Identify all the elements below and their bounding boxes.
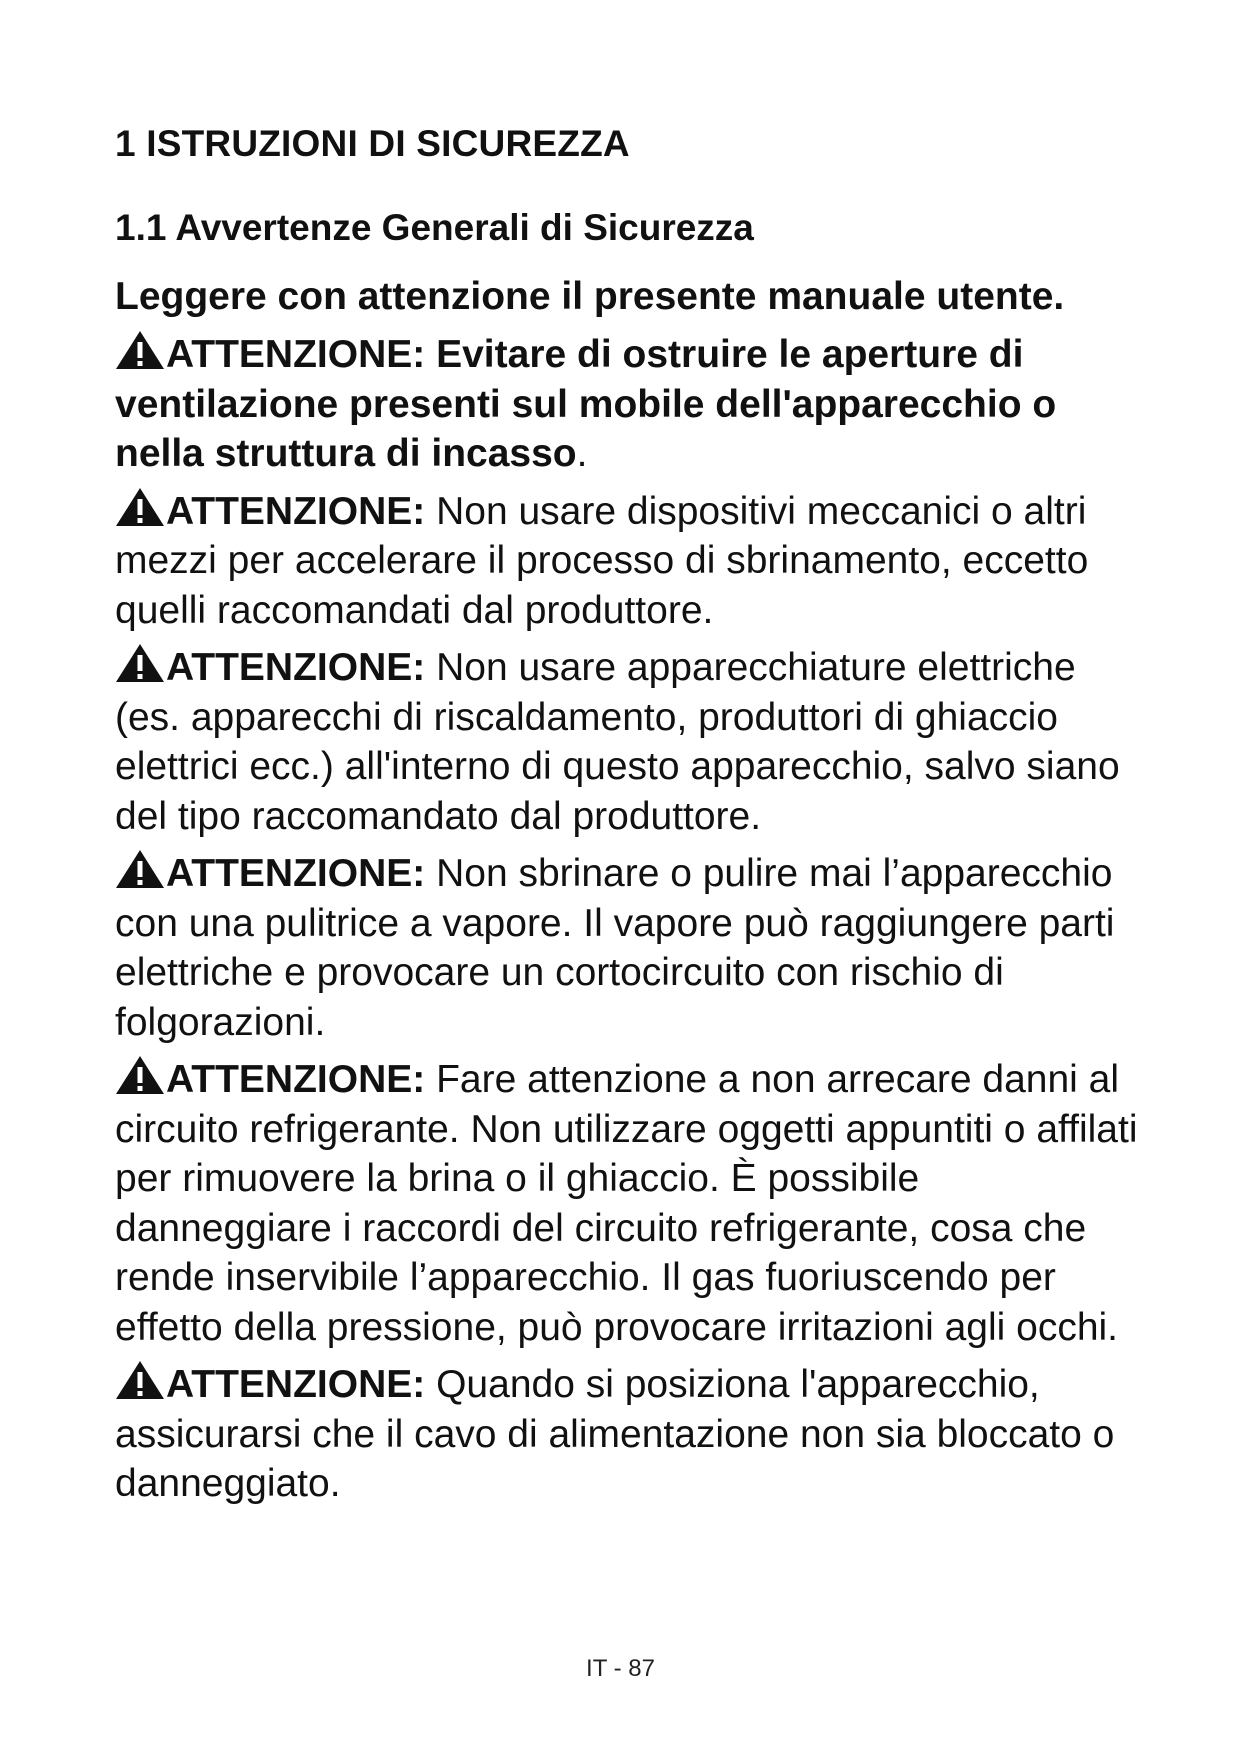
warning-triangle-icon bbox=[115, 1360, 165, 1400]
warning-label: ATTENZIONE: bbox=[166, 1363, 426, 1406]
warning-text: Quando si posiziona l'apparecchio, assicurarsi che il cavo di alimentazione non sia bloccato o danneggiato. bbox=[115, 1363, 1115, 1505]
warning-label: ATTENZIONE: bbox=[166, 852, 426, 895]
warning-text: Non sbrinare o pulire mai l’apparecchio con una pulitrice a vapore. Il vapore può raggiungere parti elettriche e provocare un cortocircuito con rischio di folgorazioni. bbox=[115, 852, 1115, 1044]
warning-triangle-icon bbox=[115, 487, 165, 527]
warning-paragraph-electrical-appliances bbox=[115, 643, 1140, 841]
page-number: IT - 87 bbox=[586, 1655, 655, 1682]
warning-label: ATTENZIONE: bbox=[166, 489, 426, 533]
warning-trailing-period: . bbox=[576, 432, 588, 475]
warning-text: Fare attenzione a non arrecare danni al circuito refrigerante. Non utilizzare oggetti appuntiti o affilati per rimuovere la brina o il ghiaccio. È possibile danneggiare i raccordi del circuito refrigerante, cosa che rende inservibile l’apparecchio. Il gas fuoriuscendo per effetto della pressione, può provocare irritazioni agli occhi. bbox=[115, 1058, 1138, 1349]
warning-label: ATTENZIONE: bbox=[166, 646, 426, 689]
subsection-title: 1.1 Avvertenze Generali di Sicurezza bbox=[115, 207, 754, 248]
section-title: 1 ISTRUZIONI DI SICUREZZA bbox=[115, 123, 630, 164]
warning-triangle-icon bbox=[115, 330, 165, 370]
lead-instruction: Leggere con attenzione il presente manuale utente. bbox=[115, 275, 1065, 318]
warning-paragraph-power-cable bbox=[115, 1360, 1140, 1509]
warning-text: Non usare apparecchiature elettriche (es. apparecchi di riscaldamento, produttori di ghiaccio elettrici ecc.) all'interno di questo apparecchio, salvo siano del tipo raccomandato dal produttore. bbox=[115, 646, 1120, 838]
warning-text: Non usare dispositivi meccanici o altri mezzi per accelerare il processo di sbrinamento, eccetto quelli raccomandati dal produttore. bbox=[115, 489, 1089, 632]
warning-label: ATTENZIONE: bbox=[166, 1058, 426, 1101]
warning-paragraph-defrost-devices bbox=[115, 487, 1140, 636]
warning-paragraph-steam-cleaner bbox=[115, 849, 1140, 1047]
warning-text: Evitare di ostruire le aperture di ventilazione presenti sul mobile dell'apparecchio o nella struttura di incasso bbox=[115, 333, 1057, 475]
warning-paragraph-ventilation bbox=[115, 330, 1140, 479]
warning-label: ATTENZIONE: bbox=[166, 333, 426, 376]
page-content bbox=[115, 118, 1140, 1509]
warning-paragraph-refrigerant-circuit bbox=[115, 1055, 1140, 1352]
warning-triangle-icon bbox=[115, 643, 165, 683]
warning-triangle-icon bbox=[115, 849, 165, 889]
warning-triangle-icon bbox=[115, 1055, 165, 1095]
